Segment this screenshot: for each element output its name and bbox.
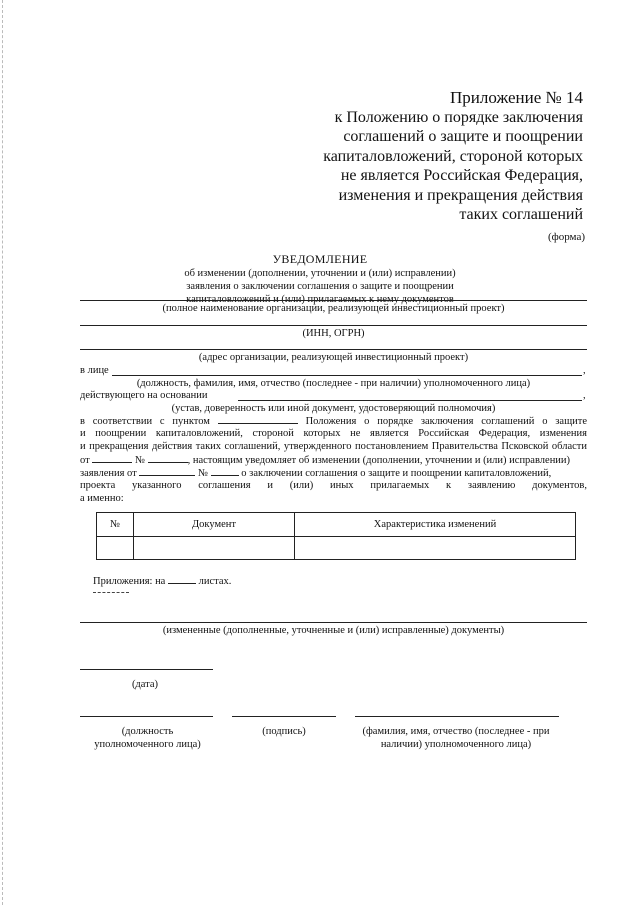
column-header-document: Документ [134,513,295,537]
person-caption: (должность, фамилия, имя, отчество (последнее - при наличии) уполномоченного лица) [136,378,531,389]
comma: , [583,390,586,401]
signature-line[interactable] [232,716,336,717]
appendix-line: таких соглашений [459,206,583,223]
table-cell[interactable] [97,537,134,560]
inn-line[interactable] [80,325,587,326]
changed-docs-caption: (измененные (дополненные, уточненные и (или) исправленные) документы) [162,625,505,636]
number-field[interactable] [148,453,188,463]
signature-caption: (подпись) [262,726,306,737]
application-date-field[interactable] [139,466,195,476]
body-line-2: и поощрении капиталовложений, стороной которых не является Российская Федерация, изменения [80,428,587,439]
table-cell[interactable] [295,537,576,560]
address-line[interactable] [80,349,587,350]
position-line[interactable] [80,716,213,717]
basis-line[interactable] [238,400,582,401]
table-header-row [97,513,576,537]
date-field[interactable] [92,453,132,463]
column-header-number: № [97,513,134,537]
attachments-line: Приложения: на листах. [93,576,232,587]
date-caption: (дата) [131,679,159,690]
subtitle-line: капиталовложений и (или) прилагаемых к нему документов [186,294,454,305]
subtitle-line: заявления о заключении соглашения о защите и поощрении [186,281,454,292]
form-label: (форма) [547,231,585,243]
date-line[interactable] [80,669,213,670]
appendix-line: соглашений о защите и поощрении [343,128,583,145]
documents-table [96,512,576,560]
basis-label: действующего на основании [80,390,208,401]
body-line-4: от № , настоящим уведомляет об изменении (дополнении, уточнении и (или) исправлении) [80,455,571,466]
application-number-field[interactable] [211,466,239,476]
fio-caption: (фамилия, имя, отчество (последнее - при наличии) уполномоченного лица) [362,726,550,750]
position-caption: (должность уполномоченного лица) [94,726,201,750]
column-header-changes: Характеристика изменений [295,513,576,537]
appendix-line: капиталовложений, стороной которых [323,147,583,165]
scan-edge [2,0,3,905]
comma: , [583,365,586,376]
table-cell[interactable] [134,537,295,560]
table-row [97,537,576,560]
clause-field[interactable] [218,414,298,424]
sheets-count-field[interactable] [168,574,196,584]
inn-caption: (ИНН, ОГРН) [302,328,365,339]
changed-docs-line[interactable] [80,622,587,623]
body-line-7: а именно: [80,493,124,504]
fio-line[interactable] [355,716,559,717]
address-caption: (адрес организации, реализующей инвестиционный проект) [198,352,469,363]
appendix-header [323,88,583,225]
appendix-line: к Положению о порядке заключения [334,108,583,126]
basis-caption: (устав, доверенность или иной документ, удостоверяющий полномочия) [171,403,496,414]
body-line-6: проекта указанного соглашения и (или) иных прилагаемых к заявлению документов, [80,480,587,491]
body-line-1: в соответствии с пунктом Положения о порядке заключения соглашений о защите [80,416,588,427]
in-person-label: в лице [80,365,109,376]
subtitle-line: об изменении (дополнении, уточнении и (или) исправлении) [184,268,456,279]
document-title: УВЕДОМЛЕНИЕ [272,252,368,266]
body-line-3: и прекращения действия таких соглашений, утвержденного постановлением Правительства Псковской области [80,441,587,452]
org-name-caption: (полное наименование организации, реализующей инвестиционный проект) [162,303,505,314]
appendix-line: не является Российская Федерация, [340,167,583,184]
separator [93,592,129,593]
body-line-5: заявления от № о заключении соглашения о защите и поощрении капиталовложений, [80,468,552,479]
org-name-line[interactable] [80,300,587,301]
in-person-line[interactable] [112,375,582,376]
appendix-line: изменения и прекращения действия [338,186,583,204]
appendix-number: Приложение № 14 [450,88,583,107]
